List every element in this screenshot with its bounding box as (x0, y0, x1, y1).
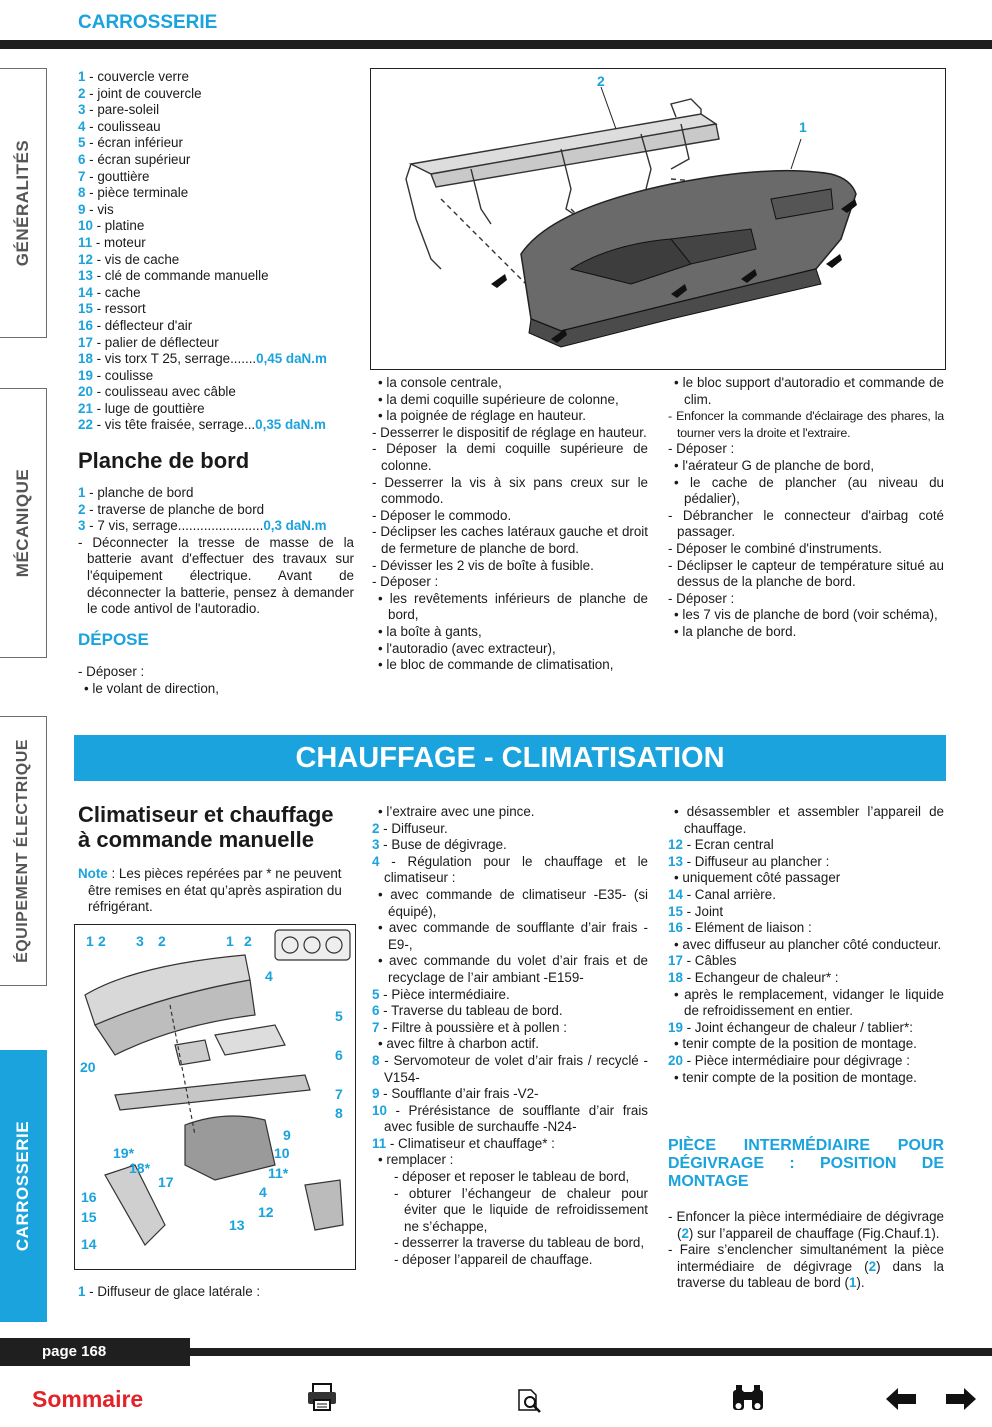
text-line: • après le remplacement, vidanger le liquide de refroidissement en entier. (674, 986, 944, 1019)
text-line: - Déposer : (668, 590, 735, 606)
text-line: - Déposer le combiné d'instruments. (668, 540, 882, 556)
figure-label: 1 (86, 933, 94, 949)
text-line: - Déposer : (78, 664, 145, 680)
text-line: • avec filtre à charbon actif. (378, 1036, 539, 1052)
figure-label: 15 (81, 1209, 97, 1225)
text-line: • la demi coquille supérieure de colonne, (378, 391, 619, 407)
text-line: - obturer l’échangeur de chaleur pour éviter que le liquide de refroidissement ne s’échappe, (394, 1185, 648, 1234)
text-line: - Déposer le commodo. (372, 507, 512, 523)
legend-item: 10 - platine (78, 218, 145, 234)
figure-label: 14 (81, 1236, 97, 1252)
text-line: 20 - Pièce intermédiaire pour dégivrage : (668, 1052, 910, 1068)
legend-item: 11 - moteur (78, 234, 146, 250)
text-line: • avec commande de climatiseur -E35- (si équipé), (378, 886, 648, 919)
heating-illustration (75, 925, 355, 1269)
text-line: 4 - Régulation pour le chauffage et le climatiseur : (372, 853, 648, 886)
text-line: • avec commande du volet d’air frais et de recyclage de l’air ambiant -E159- (378, 953, 648, 985)
text-line: 10 - Prérésistance de soufflante d’air frais avec fusible de surchauffe -N24- (372, 1102, 648, 1135)
text-line: 16 - Elément de liaison : (668, 920, 812, 936)
text-line: - Enfoncer la commande d'éclairage des phares, la tourner vers la droite et l'extraire. (668, 409, 944, 440)
subsection-title-piece: PIÈCE INTERMÉDIAIRE POUR DÉGIVRAGE : POSITION DE MONTAGE (668, 1137, 944, 1190)
legend-list (78, 368, 354, 418)
column-2-top (372, 375, 648, 674)
legend-item: 3 - 7 vis, serrage.......................0,3 daN.m (78, 518, 327, 534)
figure-label: 2 (158, 933, 166, 949)
figure-label: 12 (258, 1204, 274, 1220)
note-paragraph: Note : Les pièces repérées par * ne peuvent être remises en état qu’après aspiration du réfrigérant. (78, 866, 342, 915)
sommaire-link[interactable]: Sommaire (32, 1386, 144, 1412)
search-document-icon[interactable] (517, 1388, 543, 1419)
legend-item: 7 - gouttière (78, 168, 150, 184)
text-line: • remplacer : (378, 1152, 454, 1168)
figure-label: 2 (597, 73, 605, 89)
figure-label: 5 (335, 1008, 343, 1024)
text-line: • la poignée de réglage en hauteur. (378, 408, 586, 424)
figure-label: 19* (113, 1145, 135, 1161)
page-header-title: CARROSSERIE (78, 12, 218, 33)
text-line: - déposer et reposer le tableau de bord, (394, 1169, 630, 1185)
legend-item: 16 - déflecteur d'air (78, 317, 193, 333)
figure-label: 9 (283, 1127, 291, 1143)
legend-item: 14 - cache (78, 284, 141, 300)
binoculars-icon[interactable] (730, 1384, 766, 1419)
tab-mecanique[interactable] (0, 388, 47, 658)
text-line: • désassembler et assembler l’appareil de chauffage. (674, 804, 944, 836)
figure-label: 18* (129, 1160, 151, 1176)
figure-label: 1 (226, 933, 234, 949)
text-line: - déposer l’appareil de chauffage. (394, 1252, 593, 1268)
text-line: - Desserrer la vis à six pans creux sur le commodo. (372, 474, 648, 507)
text-line: 11 - Climatiseur et chauffage* : (372, 1135, 555, 1151)
figure-label: 4 (259, 1184, 267, 1200)
figure-label: 17 (158, 1174, 174, 1190)
legend-item: 1 - Diffuseur de glace latérale : (78, 1284, 261, 1299)
legend-item: 21 - luge de gouttière (78, 400, 205, 416)
figure-label: 11* (268, 1165, 289, 1181)
figure-label: 2 (98, 933, 106, 949)
text-line: • le cache de plancher (au niveau du pédalier), (674, 474, 944, 507)
text-line: • tenir compte de la position de montage. (674, 1069, 917, 1085)
column-1-bottom (78, 802, 354, 916)
figure-heating-exploded (74, 924, 356, 1270)
text-line: - Débrancher le connecteur d'airbag coté passager. (668, 507, 944, 540)
text-line: • la planche de bord. (674, 623, 797, 639)
figure-dashboard-exploded (370, 68, 946, 370)
text-line: 9 - Soufflante d’air frais -V2- (372, 1086, 539, 1102)
column-1-top (78, 69, 354, 698)
header-rule (0, 40, 992, 49)
legend-item: 6 - écran supérieur (78, 151, 191, 167)
legend-item: 20 - coulisseau avec câble (78, 384, 236, 400)
text-line: • le bloc de commande de climatisation, (378, 657, 614, 673)
text-line: • les revêtements inférieurs de planche de bord, (378, 590, 648, 623)
arrow-right-icon[interactable] (946, 1388, 976, 1415)
figure-label: 3 (136, 933, 144, 949)
figure-caption (78, 1284, 354, 1301)
section-title-clim (78, 802, 354, 852)
legend-item: 13 - clé de commande manuelle (78, 268, 269, 284)
legend-item: 1 - planche de bord (78, 485, 194, 501)
figure-label: 6 (335, 1047, 343, 1063)
text-line: - Déposer la demi coquille supérieure de colonne. (372, 441, 648, 473)
figure-label: 10 (274, 1145, 290, 1161)
column-2-bottom (372, 804, 648, 1269)
legend-item: 12 - vis de cache (78, 251, 180, 267)
text-line: - Desserrer le dispositif de réglage en hauteur. (372, 424, 647, 440)
legend-item: 22 - vis tête fraisée, serrage...0,35 daN.m (78, 417, 326, 433)
tab-label: GÉNÉRALITÉS (13, 139, 32, 267)
note-paragraph: - Déconnecter la tresse de masse de la batterie avant d'effectuer des travaux sur l'équipement électrique. Avant de déconnecter la batterie, pensez à demander le code antivol de l'autoradio. (78, 534, 354, 617)
dashboard-illustration (371, 69, 945, 369)
text-line: • tenir compte de la position de montage. (674, 1036, 917, 1052)
footer-rule (190, 1348, 992, 1356)
tab-carrosserie[interactable] (0, 1050, 47, 1322)
text-line: 2 - Diffuseur. (372, 820, 448, 836)
text-line: • l'aérateur G de planche de bord, (674, 457, 875, 473)
title-line: Climatiseur et chauffage (78, 802, 334, 827)
printer-icon[interactable] (306, 1383, 338, 1416)
legend-item: 9 - vis (78, 201, 114, 217)
text-line: • l'autoradio (avec extracteur), (378, 640, 556, 656)
legend-item: 8 - pièce terminale (78, 185, 189, 201)
text-line: 19 - Joint échangeur de chaleur / tablier*: (668, 1019, 913, 1035)
page-number: page 168 (42, 1343, 107, 1360)
title-line: à commande manuelle (78, 827, 314, 852)
text-line: - Déposer : (372, 574, 439, 590)
legend-item: 1 - couvercle verre (78, 69, 189, 84)
text-line: 5 - Pièce intermédiaire. (372, 986, 510, 1002)
text-line: • le volant de direction, (84, 681, 219, 696)
legend-item: 2 - joint de couvercle (78, 85, 202, 101)
figure-label: 1 (799, 119, 807, 135)
column-3-piece (668, 1137, 944, 1292)
figure-label: 8 (335, 1105, 343, 1121)
tab-label: MÉCANIQUE (13, 468, 32, 578)
text-line: • le bloc support d'autoradio et commande de clim. (674, 375, 944, 407)
section-banner: CHAUFFAGE - CLIMATISATION (74, 735, 946, 781)
text-line: • la console centrale, (378, 375, 502, 390)
legend-item: 18 - vis torx T 25, serrage.......0,45 daN.m (78, 351, 327, 367)
tab-label: CARROSSERIE (13, 1120, 32, 1252)
text-line: • l’extraire avec une pince. (378, 804, 535, 819)
text-line: 6 - Traverse du tableau de bord. (372, 1003, 563, 1019)
text-line: 17 - Câbles (668, 953, 737, 969)
text-line: - Déclipser les caches latéraux gauche et droit de fermeture de planche de bord. (372, 524, 648, 556)
figure-label: 2 (244, 933, 252, 949)
text-line: • la boîte à gants, (378, 623, 482, 639)
text-line: 7 - Filtre à poussière et à pollen : (372, 1019, 568, 1035)
legend-item: 4 - coulisseau (78, 118, 161, 134)
figure-label: 13 (229, 1217, 245, 1233)
text-line: - Dévisser les 2 vis de boîte à fusible. (372, 557, 594, 573)
figure-label: 16 (81, 1189, 97, 1205)
tab-generalites[interactable] (0, 68, 47, 338)
figure-label: 20 (80, 1059, 96, 1075)
text-line: 12 - Ecran central (668, 837, 774, 853)
legend-item: 19 - coulisse (78, 367, 154, 383)
subsection-title-depose: DÉPOSE (78, 629, 149, 649)
figure-label: 7 (335, 1086, 343, 1102)
text-line: 18 - Echangeur de chaleur* : (668, 969, 839, 985)
text-line: - desserrer la traverse du tableau de bord, (394, 1235, 645, 1251)
section-title-planche: Planche de bord (78, 448, 250, 474)
text-line: 3 - Buse de dégivrage. (372, 837, 507, 853)
text-line: • avec commande de soufflante d’air frais -E9-, (378, 920, 648, 952)
text-paragraph: - Faire s’enclencher simultanément la pièce intermédiaire de dégivrage (2) dans la traverse du tableau de bord (1). (668, 1242, 945, 1291)
text-line: • uniquement côté passager (674, 870, 841, 886)
text-line: 8 - Servomoteur de volet d’air frais / recyclé -V154- (372, 1052, 648, 1085)
legend-item: 2 - traverse de planche de bord (78, 501, 265, 517)
text-line: 14 - Canal arrière. (668, 886, 776, 902)
legend-item: 5 - écran inférieur (78, 135, 183, 151)
tab-equipement-electrique[interactable] (0, 716, 47, 986)
text-line: • avec diffuseur au plancher côté conducteur. (674, 936, 942, 952)
text-paragraph: - Enfoncer la pièce intermédiaire de dégivrage (2) sur l’appareil de chauffage (Fig.Chauf.1). (668, 1209, 944, 1241)
text-line: 13 - Diffuseur au plancher : (668, 853, 830, 869)
column-3-bottom (668, 804, 944, 1086)
arrow-left-icon[interactable] (886, 1388, 916, 1415)
legend-item: 15 - ressort (78, 301, 146, 317)
legend-list (78, 69, 354, 351)
text-line: 15 - Joint (668, 903, 724, 919)
legend-item: 17 - palier de déflecteur (78, 334, 219, 350)
legend-item: 3 - pare-soleil (78, 102, 160, 118)
text-line: - Déclipser le capteur de température situé au dessus de la planche de bord. (668, 557, 944, 590)
tab-label: ÉQUIPEMENT ÉLECTRIQUE (14, 739, 31, 963)
column-3-top (668, 375, 944, 641)
text-line: • les 7 vis de planche de bord (voir schéma), (674, 607, 938, 623)
text-line: - Déposer : (668, 441, 735, 457)
figure-label: 4 (265, 968, 273, 984)
